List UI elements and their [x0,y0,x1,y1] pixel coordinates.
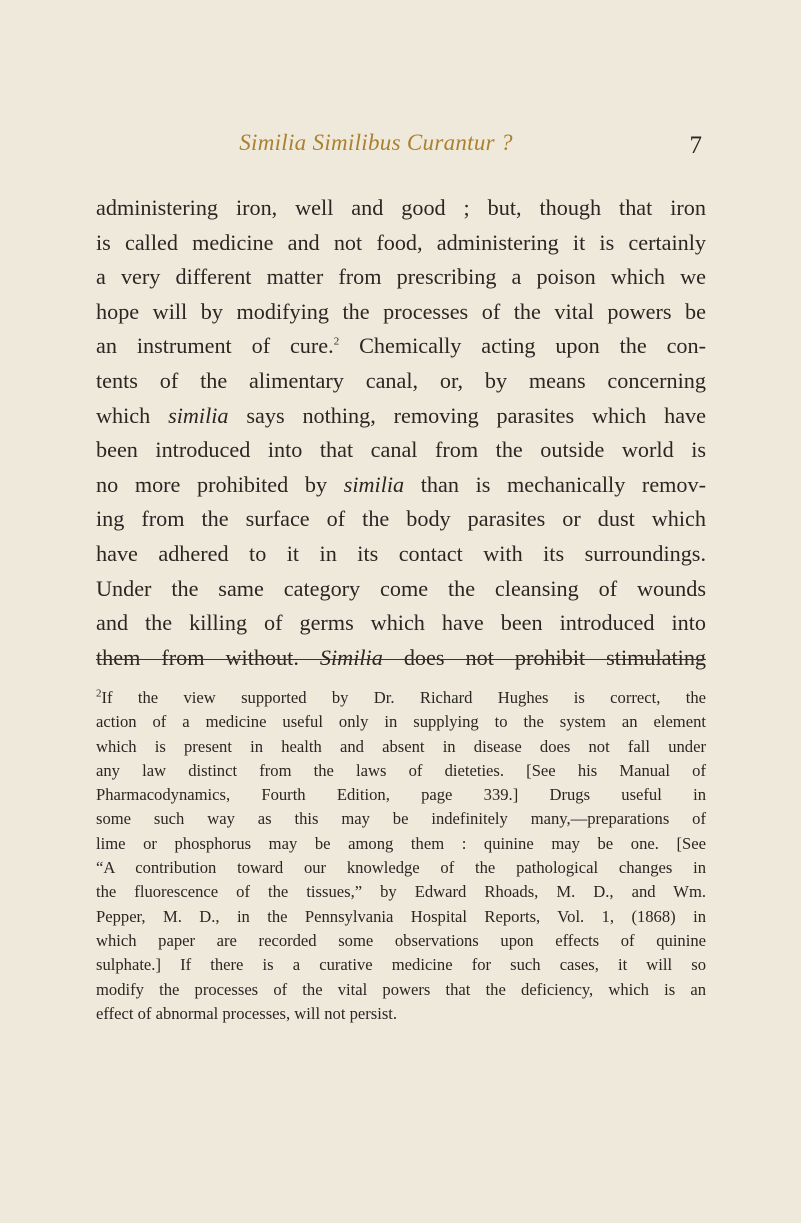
italic-term: similia [168,402,229,428]
footnote-line: modify the processes of the vital powers that the deficiency, which is an [96,979,706,999]
text-line: been introduced into that canal from the outside world is [96,437,706,463]
footnote-line: “A contribution toward our knowledge of the pathological changes in [96,858,706,878]
italic-term: similia [343,471,405,497]
text-line [96,468,706,503]
text-line: and the killing of germs which have been introduced into [96,610,706,636]
footnote-marker: 2 [96,687,102,700]
running-title: Similia Similibus Curantur ? [239,130,513,155]
text-line: is called medicine and not food, administering it is certainly [96,229,706,255]
text-line [96,399,706,434]
footnote-line: which is present in health and absent in disease does not fall under [96,736,706,756]
running-head [96,128,702,168]
footnote [96,686,706,1026]
text-line: hope will by modifying the processes of the vital powers be [96,298,706,324]
footnote-line: Pharmacodynamics, Fourth Edition, page 339.] Drugs useful in [96,785,706,805]
text-segment: which [96,402,151,428]
text-line: ing from the surface of the body parasites or dust which [96,506,706,532]
footnote-reference: 2 [333,335,340,348]
text-segment: no more prohibited by [96,471,328,497]
footnote-line: Pepper, M. D., in the Pennsylvania Hospital Reports, Vol. 1, (1868) in [96,906,706,926]
text-segment: them from without. [96,644,299,670]
text-line: tents of the alimentary canal, or, by means concerning [96,367,706,393]
text-segment: Chemically acting upon the con- [339,333,706,359]
text-line: a very different matter from prescribing a poison which we [96,264,706,290]
footnote-line: any law distinct from the laws of dieteties. [See his Manual of [96,760,706,780]
text-line: administering iron, well and good ; but, though that iron [96,195,706,220]
main-text [96,191,706,675]
footnote-line: the fluorescence of the tissues,” by Edward Rhoads, M. D., and Wm. [96,882,706,902]
text-line: Under the same category come the cleansing of wounds [96,575,706,601]
footnote-divider [96,659,706,660]
footnote-line: which paper are recorded some observations upon effects of quinine [96,930,706,950]
footnote-line: effect of abnormal processes, will not persist. [96,1003,398,1023]
italic-term: Similia [319,644,383,670]
text-line [96,329,706,364]
text-segment: says nothing, removing parasites which have [228,402,706,428]
text-segment: does not prohibit stimulating [382,644,707,670]
page-number: 7 [689,132,702,159]
text-line: have adhered to it in its contact with its surroundings. [96,540,706,566]
text-segment: an instrument of cure. [96,333,334,359]
text-segment: than is mechanically remov- [404,471,706,497]
footnote-line: lime or phosphorus may be among them : quinine may be one. [See [96,833,706,853]
footnote-line [96,686,706,710]
footnote-line: sulphate.] If there is a curative medicine for such cases, it will so [96,955,706,975]
footnote-line: action of a medicine useful only in supplying to the system an element [96,712,706,732]
footnote-line: some such way as this may be indefinitely many,—preparations of [96,809,706,829]
text-segment: If the view supported by Dr. Richard Hughes is correct, the [101,688,706,707]
